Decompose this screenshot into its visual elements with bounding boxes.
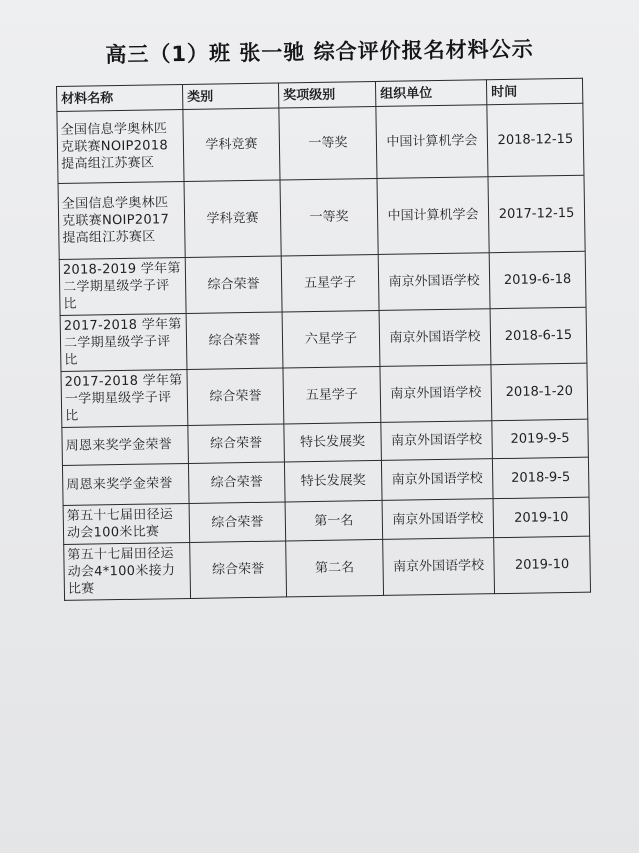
header-date: 时间 xyxy=(486,78,582,105)
materials-table-wrapper xyxy=(56,78,590,601)
cell-award-level: 五星学子 xyxy=(281,254,379,312)
cell-date: 2018-9-5 xyxy=(492,457,589,499)
table-row xyxy=(57,103,584,183)
cell-category: 综合荣誉 xyxy=(190,541,287,599)
cell-category: 综合荣誉 xyxy=(187,368,284,426)
cell-category: 综合荣誉 xyxy=(189,502,286,543)
cell-date: 2018-12-15 xyxy=(487,103,584,176)
cell-organizer: 南京外国语学校 xyxy=(379,309,491,367)
cell-date: 2018-1-20 xyxy=(491,363,588,421)
cell-category: 综合荣誉 xyxy=(185,256,282,314)
cell-date: 2018-6-15 xyxy=(490,307,587,365)
cell-date: 2019-10 xyxy=(493,497,590,538)
cell-organizer: 中国计算机学会 xyxy=(376,105,488,179)
table-row xyxy=(59,251,586,315)
header-award-level: 奖项级别 xyxy=(278,81,375,108)
cell-organizer: 南京外国语学校 xyxy=(383,538,495,596)
cell-material-name: 2017-2018 学年第一学期星级学子评比 xyxy=(61,369,188,427)
materials-table xyxy=(56,78,591,601)
cell-material-name: 周恩来奖学金荣誉 xyxy=(62,425,189,465)
page-title: 高三（1）班 张一驰 综合评价报名材料公示 xyxy=(105,37,534,67)
cell-organizer: 南京外国语学校 xyxy=(381,459,493,501)
table-row xyxy=(64,536,591,600)
cell-material-name: 2017-2018 学年第二学期星级学子评比 xyxy=(60,313,187,371)
cell-date: 2019-9-5 xyxy=(492,419,589,459)
cell-date: 2019-10 xyxy=(494,536,591,594)
cell-material-name: 全国信息学奥林匹克联赛NOIP2018 提高组江苏赛区 xyxy=(57,110,184,184)
cell-material-name: 周恩来奖学金荣誉 xyxy=(62,463,189,505)
cell-category: 综合荣誉 xyxy=(188,424,285,464)
cell-organizer: 南京外国语学校 xyxy=(380,365,492,423)
cell-category: 学科竞赛 xyxy=(183,108,280,181)
cell-award-level: 第一名 xyxy=(285,500,383,541)
cell-award-level: 一等奖 xyxy=(280,178,378,256)
cell-material-name: 全国信息学奥林匹克联赛NOIP2017 提高组江苏赛区 xyxy=(58,182,185,260)
cell-award-level: 一等奖 xyxy=(279,106,377,180)
cell-award-level: 五星学子 xyxy=(283,366,381,424)
header-material-name: 材料名称 xyxy=(57,85,183,112)
cell-material-name: 第五十七届田径运动会100米比赛 xyxy=(63,503,190,544)
header-organizer: 组织单位 xyxy=(375,80,486,107)
cell-award-level: 第二名 xyxy=(286,539,384,597)
cell-date: 2017-12-15 xyxy=(488,175,585,252)
table-row xyxy=(60,307,587,371)
cell-material-name: 2018-2019 学年第二学期星级学子评比 xyxy=(59,257,186,315)
table-row xyxy=(61,363,588,427)
cell-organizer: 南京外国语学校 xyxy=(382,499,494,540)
cell-award-level: 特长发展奖 xyxy=(284,460,382,502)
cell-award-level: 六星学子 xyxy=(282,310,380,368)
cell-material-name: 第五十七届田径运动会4*100米接力比赛 xyxy=(64,542,191,600)
table-row xyxy=(58,175,585,259)
cell-category: 综合荣誉 xyxy=(188,462,285,504)
cell-date: 2019-6-18 xyxy=(489,251,586,309)
cell-category: 学科竞赛 xyxy=(184,180,281,257)
cell-award-level: 特长发展奖 xyxy=(284,422,382,462)
cell-organizer: 中国计算机学会 xyxy=(377,177,489,255)
header-category: 类别 xyxy=(182,83,278,110)
cell-category: 综合荣誉 xyxy=(186,312,283,370)
cell-organizer: 南京外国语学校 xyxy=(378,253,490,311)
cell-organizer: 南京外国语学校 xyxy=(381,421,493,461)
